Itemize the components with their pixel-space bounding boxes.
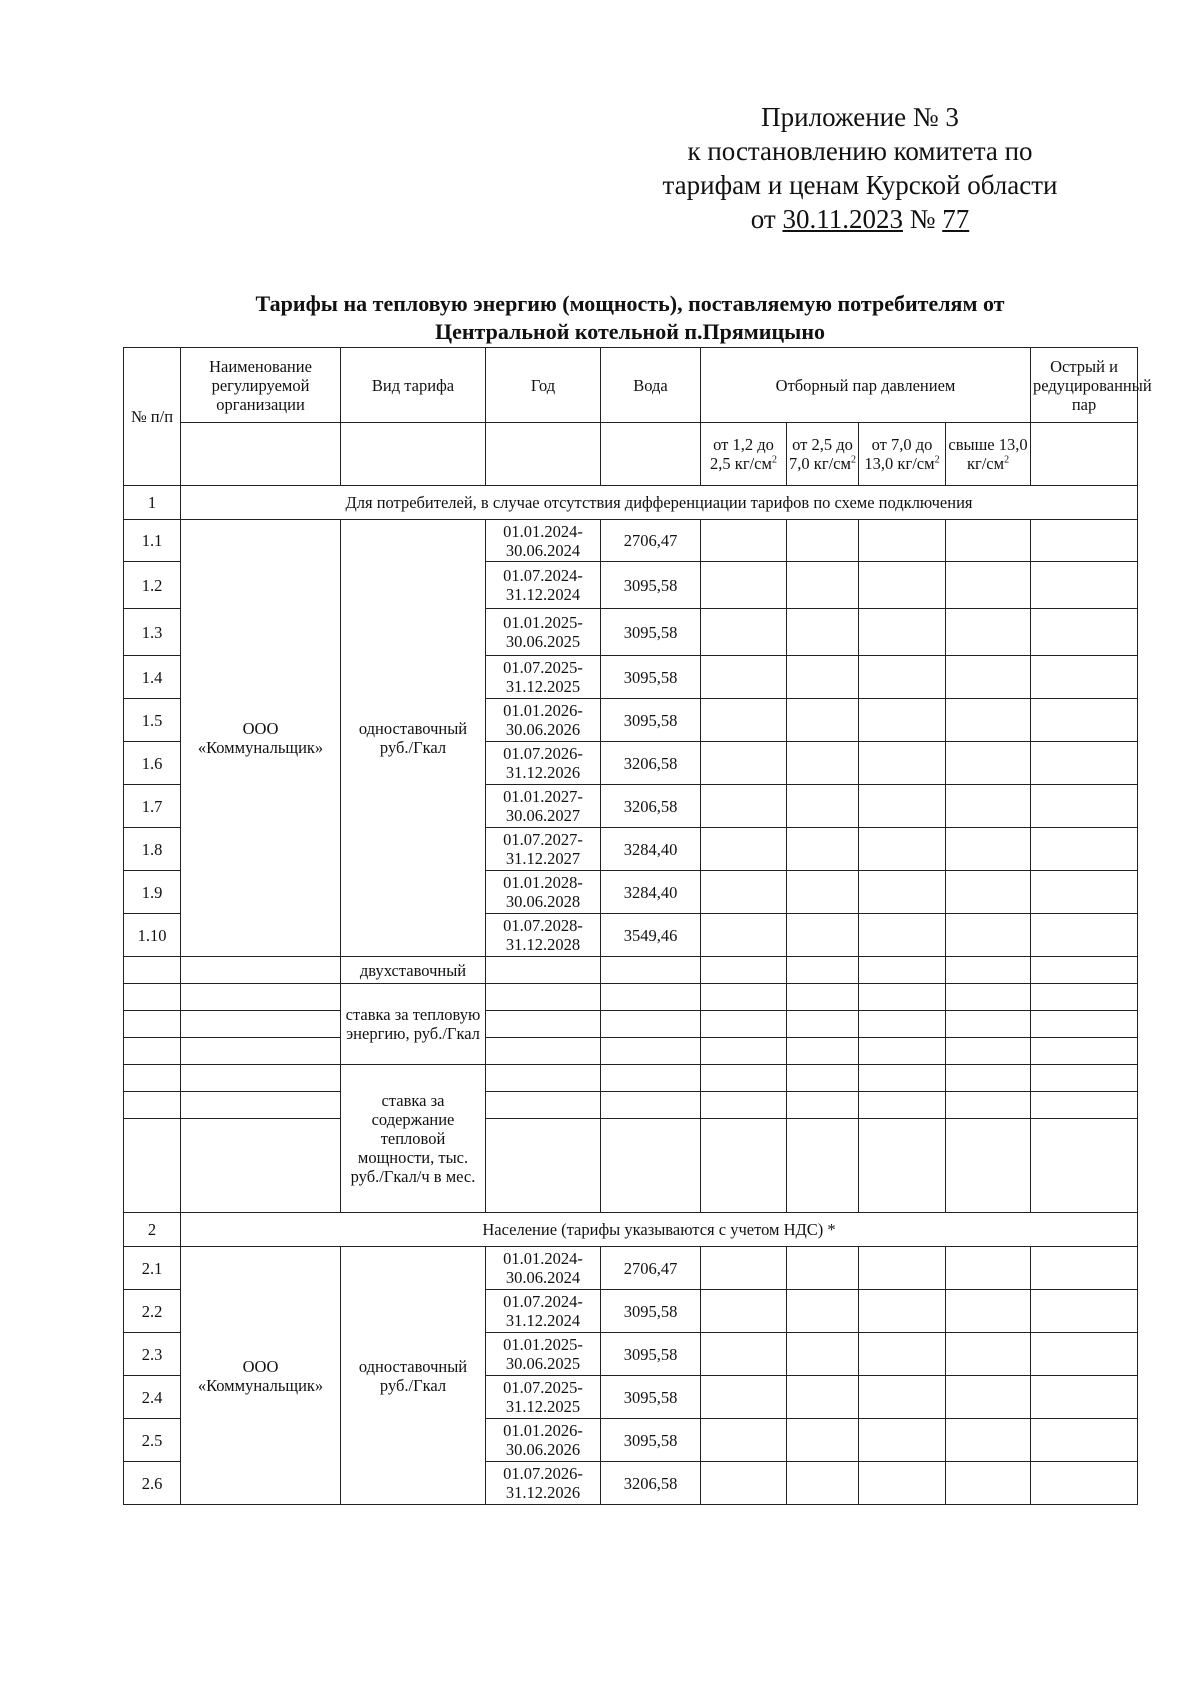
table-row (124, 1065, 1138, 1092)
table-row (124, 984, 1138, 1011)
header-steam: Отборный пар давлением (701, 348, 1031, 423)
header-sharp-steam: Острый и редуцированный пар (1031, 348, 1138, 423)
header-row (124, 348, 1138, 423)
table-row: 2.4 01.07.2025-31.12.2025 3095,58 (124, 1376, 1138, 1419)
table-row (124, 1011, 1138, 1038)
section-1-label: Для потребителей, в случае отсутствия дифференциации тарифов по схеме подключения (181, 486, 1138, 520)
table-row: 1.9 01.01.2028-30.06.2028 3284,40 (124, 871, 1138, 914)
table-row: 1.10 01.07.2028-31.12.2028 3549,46 (124, 914, 1138, 957)
table-row: 1.6 01.07.2026-31.12.2026 3206,58 (124, 742, 1138, 785)
title-line-1: Тарифы на тепловую энергию (мощность), поставляемую потребителям от (255, 291, 1005, 316)
section-row (124, 1213, 1138, 1247)
tariffs-table (123, 347, 1152, 1505)
section-1-no: 1 (124, 486, 181, 520)
header-no: № п/п (124, 348, 181, 486)
appendix-header (600, 100, 1120, 236)
table-row: 2.1 ООО «Коммунальщик» одноставочный руб./Гкал 01.01.2024-30.06.2024 2706,47 (124, 1247, 1138, 1290)
table-row (124, 957, 1138, 984)
header-water: Вода (601, 348, 701, 423)
table-row (124, 1038, 1138, 1065)
two-part-tariff: двухставочный (341, 957, 486, 984)
header-tariff-type: Вид тарифа (341, 348, 486, 423)
table-row: 1.4 01.07.2025-31.12.2025 3095,58 (124, 656, 1138, 699)
section-1-tariff: одноставочный руб./Гкал (341, 520, 486, 957)
table-row: 1.7 01.01.2027-30.06.2027 3206,58 (124, 785, 1138, 828)
table-row (124, 1119, 1138, 1213)
section-2-label: Население (тарифы указываются с учетом НДС) * (181, 1213, 1138, 1247)
header-year: Год (486, 348, 601, 423)
appendix-line-3: тарифам и ценам Курской области (662, 170, 1058, 200)
title-line-2: Центральной котельной п.Прямицыно (435, 319, 825, 344)
table-row: 2.3 01.01.2025-30.06.2025 3095,58 (124, 1333, 1138, 1376)
capacity-rate: ставка за содержание тепловой мощности, тыс. руб./Гкал/ч в мес. (341, 1065, 486, 1213)
date-prefix: от (750, 204, 776, 234)
decree-date: 30.11.2023 (782, 204, 903, 234)
table-row: 1.1 ООО «Коммунальщик» одноставочный руб./Гкал 01.01.2024-30.06.2024 2706,47 (124, 520, 1138, 562)
table-row: 1.8 01.07.2027-31.12.2027 3284,40 (124, 828, 1138, 871)
appendix-number: Приложение № 3 (761, 102, 959, 132)
subheader-row (124, 423, 1138, 486)
table-row: 2.6 01.07.2026-31.12.2026 3206,58 (124, 1462, 1138, 1505)
number-prefix: № (909, 204, 936, 234)
header-steam-2: от 2,5 до 7,0 $кг/см^2$ (787, 423, 859, 486)
table-row (124, 1092, 1138, 1119)
appendix-line-2: к постановлению комитета по (687, 136, 1033, 166)
table-row: 1.2 01.07.2024-31.12.2024 3095,58 (124, 562, 1138, 609)
table-row: 1.5 01.01.2026-30.06.2026 3095,58 (124, 699, 1138, 742)
table-row: 1.3 01.01.2025-30.06.2025 3095,58 (124, 609, 1138, 656)
header-org: Наименование регулируемой организации (181, 348, 341, 423)
section-1-org: ООО «Коммунальщик» (181, 520, 341, 957)
section-2-org: ООО «Коммунальщик» (181, 1247, 341, 1505)
decree-number: 77 (942, 204, 970, 234)
header-steam-3: от 7,0 до 13,0 $кг/см^2$ (859, 423, 946, 486)
header-steam-1: от 1,2 до 2,5 $кг/см^2$ (701, 423, 787, 486)
appendix-date-line (600, 202, 1120, 236)
section-2-tariff: одноставочный руб./Гкал (341, 1247, 486, 1505)
table-row: 2.2 01.07.2024-31.12.2024 3095,58 (124, 1290, 1138, 1333)
energy-rate: ставка за тепловую энергию, руб./Гкал (341, 984, 486, 1065)
section-row (124, 486, 1138, 520)
header-steam-4: свыше 13,0 $кг/см^2$ (946, 423, 1031, 486)
table-row: 2.5 01.01.2026-30.06.2026 3095,58 (124, 1419, 1138, 1462)
section-2-no: 2 (124, 1213, 181, 1247)
document-title (180, 290, 1080, 346)
